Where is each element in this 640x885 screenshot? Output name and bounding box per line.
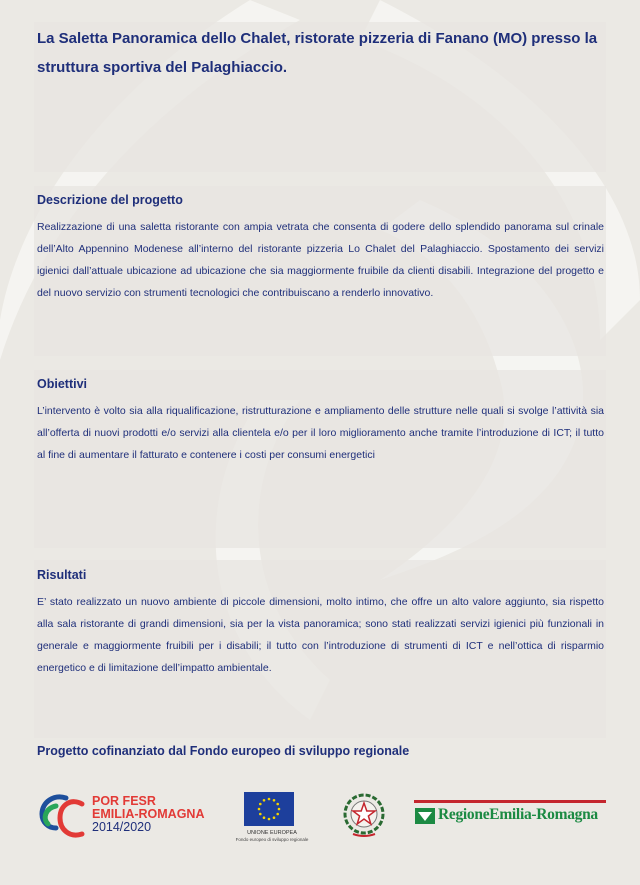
section-heading: Descrizione del progetto xyxy=(37,193,183,207)
region-flag-icon xyxy=(415,806,435,824)
section-heading: Obiettivi xyxy=(37,377,88,391)
italian-republic-emblem-icon xyxy=(341,790,387,840)
section-objectives xyxy=(37,377,604,466)
section-description xyxy=(37,193,604,304)
section-text: L’intervento è volto sia alla riqualificazione, ristrutturazione e ampliamento delle strutture nelle quali si svolge l’attività sia all’offerta di nuovi prodotti e/o servizi alla clientela e/o per il loro miglioramento anche tramite l’introduzione di ICT; il tutto al fine di aumentare il fatturato e contenere i costi per consumi energetici xyxy=(37,405,604,461)
eu-logo xyxy=(226,792,318,844)
regione-emilia-romagna-logo xyxy=(414,800,606,830)
logo-strip xyxy=(0,786,640,846)
fesr-line2: EMILIA-ROMAGNA xyxy=(92,807,205,821)
section-text: Realizzazione di una saletta ristorante con ampia vetrata che consenta di godere dello splendido panorama sul crinale dell’Alto Appennino Modenese all’interno del ristorante pizzeria Lo Chalet del Palaghiaccio. Spostamento dei servizi igienici dall’attuale ubicazione ad ubicazione che sia maggiormente fruibile da clienti disabili. Integrazione del progetto e del nuovo servizio con strumenti tecnologici che contribuiscano a renderlo innovativo. xyxy=(37,221,604,299)
region-red-rule xyxy=(414,800,606,803)
fesr-line1: POR FESR xyxy=(92,794,156,808)
section-heading: Risultati xyxy=(37,568,87,582)
eu-caption: UNIONE EUROPEA xyxy=(247,830,297,836)
eu-subcaption: Fondo europeo di sviluppo regionale xyxy=(235,837,309,842)
section-results xyxy=(37,568,604,679)
page-title: La Saletta Panoramica dello Chalet, ristorate pizzeria di Fanano (MO) presso la struttura sportiva del Palaghiaccio. xyxy=(37,30,598,76)
por-fesr-wordmark xyxy=(92,795,205,834)
por-fesr-logo xyxy=(36,792,206,842)
region-wordmark: RegioneEmilia-Romagna xyxy=(438,806,598,823)
cofinancing-note: Progetto cofinanziato dal Fondo europeo di sviluppo regionale xyxy=(37,744,410,758)
section-text: E’ stato realizzato un nuovo ambiente di piccole dimensioni, molto intimo, che offre un alto valore aggiunto, sia rispetto alla sala ristorante di grandi dimensioni, sia per la vista panoramica; sono stati realizzati servizi igienici più funzionali in generale e maggiormente fruibili per i disabili; il tutto con l’introduzione di strumenti di ICT e nell’ottica di risparmio energetico e di limitazione dell’impatto ambientale. xyxy=(37,596,604,674)
eu-flag-icon xyxy=(244,792,294,826)
fesr-line3: 2014/2020 xyxy=(92,820,152,834)
por-fesr-mark-icon xyxy=(36,792,88,842)
